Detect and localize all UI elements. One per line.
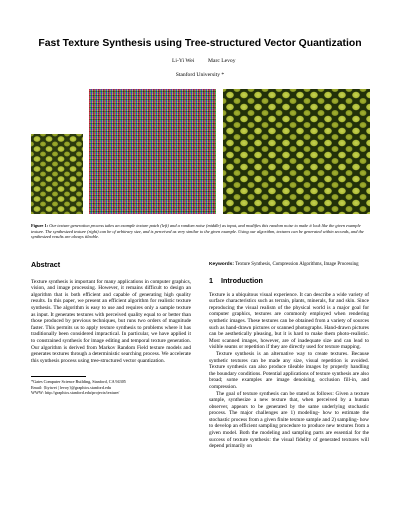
figure-caption — [31, 223, 371, 240]
footnote-line: *Gates Computer Science Building, Stanford, CA 94305 — [31, 379, 126, 385]
intro-paragraph: Texture synthesis is an alternative way to create textures. Because synthetic textures can be made any size, visual repetition is avoided. Texture synthesis can also produce tileable images by properly handling the boundary conditions. Potential applications of texture synthesis are also broad; some examples are image denoising, occlusion fill-in, and compression. — [209, 350, 369, 390]
intro-paragraph: The goal of texture synthesis can be stated as follows: Given a texture sample, synthesize a new texture that, when perceived by a human observer, appears to be generated by the same underlying stochastic process. The major challenges are 1) modeling- how to estimate the stochastic process from a given finite texture sample and 2) sampling- how to develop an efficient sampling procedure to produce new textures from a given model. Both the modeling and sampling parts are essential for the success of texture synthesis: the visual fidelity of generated textures will depend primarily on — [209, 390, 369, 450]
example-texture-image — [31, 134, 83, 214]
paper-title: Fast Texture Synthesis using Tree-structured Vector Quantization — [38, 38, 362, 49]
footnote-divider — [31, 376, 86, 377]
caption-text: Our texture generation process takes an example texture patch (left) and a random noise (middle) as input, and modifies this random noise to make it look like the given example texture. The synthesized texture (right) can be of arbitrary size, and is perceived as very similar to the given example. Using our algorithm, textures can be generated within seconds, and the synthesized results are always tileable. — [31, 223, 364, 240]
left-column — [31, 262, 191, 395]
footnote-line: WWW: http://graphics.stanford.edu/projects/texture/ — [31, 389, 120, 395]
abstract-paragraph: Texture synthesis is important for many applications in computer graphics, vision, and image processing. However, it remains difficult to design an algorithm that is both efficient and capable of generating high quality results. In this paper, we present an efficient algorithm for realistic texture synthesis. The algorithm is easy to use and requires only a sample texture as input. It generates textures with perceived quality equal to or better than those produced by previous techniques, but runs two orders of magnitude faster. This permits us to apply texture synthesis to problems where it has traditionally been considered impractical. In particular, we have applied it to constrained synthesis for image editing and temporal texture generation. Our algorithm is derived from Markov Random Field texture models and generates textures through a deterministic searching process. We accelerate this synthesis process using tree-structured vector quantization. — [31, 278, 191, 364]
caption-label: Figure 1: — [31, 223, 49, 228]
section-title: Introduction — [221, 276, 263, 285]
section-number: 1 — [209, 276, 213, 285]
random-noise-image — [89, 89, 216, 214]
footnote-line: Email: {liyiwei | levoy}@graphics.stanford.edu — [31, 384, 112, 390]
author-name: Marc Levoy — [208, 58, 236, 64]
abstract-heading: Abstract — [31, 260, 61, 269]
right-column — [209, 262, 369, 450]
author-name: Li-Yi Wei — [172, 58, 195, 64]
synthesized-texture-image — [223, 89, 370, 214]
keywords-label: Keywords: — [209, 262, 235, 267]
introduction-heading — [209, 278, 369, 285]
intro-paragraph: Texture is a ubiquitous visual experience. It can describe a wide variety of surface characteristics such as terrain, plants, minerals, fur and skin. Since reproducing the visual realism of the physical world is a major goal for computer graphics, textures are commonly employed when rendering synthetic images. These textures can be obtained from a variety of sources such as hand-drawn pictures or scanned photographs. Hand-drawn pictures can be aesthetically pleasing, but it is hard to make them photo-realistic. Most scanned images, however, are of inadequate size and can lead to visible seams or repetition if they are directly used for texture mapping. — [209, 291, 369, 351]
affiliation: Stanford University * — [175, 72, 225, 78]
keywords-text: Texture Synthesis, Compression Algorithms, Image Processing — [235, 262, 359, 267]
keywords — [209, 262, 369, 268]
